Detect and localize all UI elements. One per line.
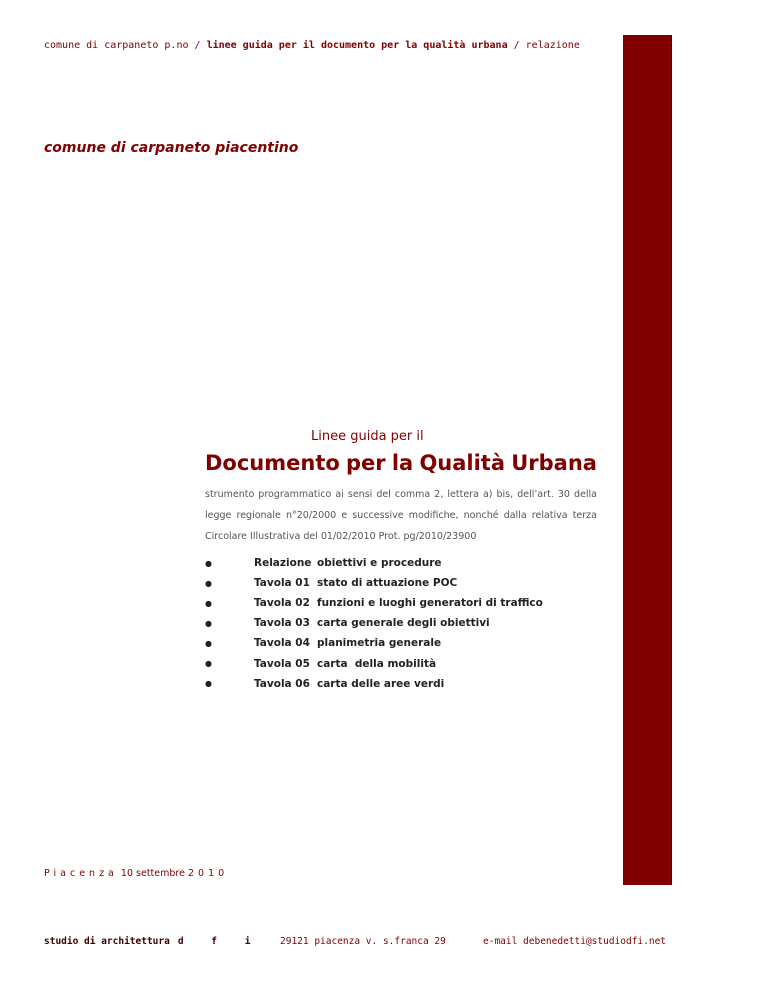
list-item [205,633,543,653]
document-description-item: stato di attuazione POC [317,577,458,590]
bullet-icon: ● [205,638,212,648]
header-part-1: comune di carpaneto p.no / [44,40,207,51]
running-header [44,40,580,51]
date-day-month: 10 settembre [120,868,185,879]
date-city: Piacenza [44,868,118,879]
list-item [205,653,543,673]
list-item [205,553,543,573]
documents-list [205,553,543,694]
document-subtitle: Linee guida per il [311,429,424,444]
title-word: Documento [205,451,340,475]
footer-email[interactable]: e-mail debenedetti@studiodfi.net [483,936,667,947]
date-year: 2010 [187,868,229,879]
footer-address: 29121 piacenza v. s.franca 29 [280,936,446,947]
bullet-icon: ● [205,659,212,669]
bullet-icon: ● [205,578,212,588]
document-code: Tavola 05 [254,657,310,670]
title-word: Qualità [419,451,506,475]
bullet-icon: ● [205,558,212,568]
document-code: Relazione [254,557,312,570]
organization-name: comune di carpaneto piacentino [44,140,299,156]
footer-initials: d f i [177,936,262,947]
document-title [205,451,597,475]
document-description: strumento programmatico ai sensi del comma 2, lettera a) bis, dell’art. 30 della legge regionale n°20/2000 e successive modifiche, nonché dalla relativa terza Circolare Illustrativa del 01/02/2010 Prot. pg/2010/23900 [205,489,597,542]
page-footer [44,936,704,947]
document-code: Tavola 03 [254,617,310,630]
document-code: Tavola 02 [254,597,310,610]
list-item [205,613,543,633]
decorative-band [623,35,671,885]
header-part-3: / relazione [507,40,580,51]
document-code: Tavola 01 [254,577,310,590]
document-code: Tavola 06 [254,677,310,690]
header-part-2: linee guida per il documento per la qualità urbana [206,40,508,51]
footer-studio: studio di architettura [44,936,170,947]
bullet-icon: ● [205,679,212,689]
document-date [44,868,228,879]
bullet-icon: ● [205,618,212,628]
document-description-item: carta della mobilità [317,657,437,670]
title-word: per [346,451,386,475]
document-description-item: obiettivi e procedure [317,557,442,570]
title-word: la [391,451,414,475]
document-description-item: planimetria generale [317,637,442,650]
bullet-icon: ● [205,598,212,608]
list-item [205,593,543,613]
list-item [205,573,543,593]
document-description-item: funzioni e luoghi generatori di traffico [317,597,543,610]
document-code: Tavola 04 [254,637,310,650]
title-word: Urbana [511,451,597,475]
document-description-item: carta generale degli obiettivi [317,617,490,630]
list-item [205,674,543,694]
document-description-item: carta delle aree verdi [317,677,445,690]
